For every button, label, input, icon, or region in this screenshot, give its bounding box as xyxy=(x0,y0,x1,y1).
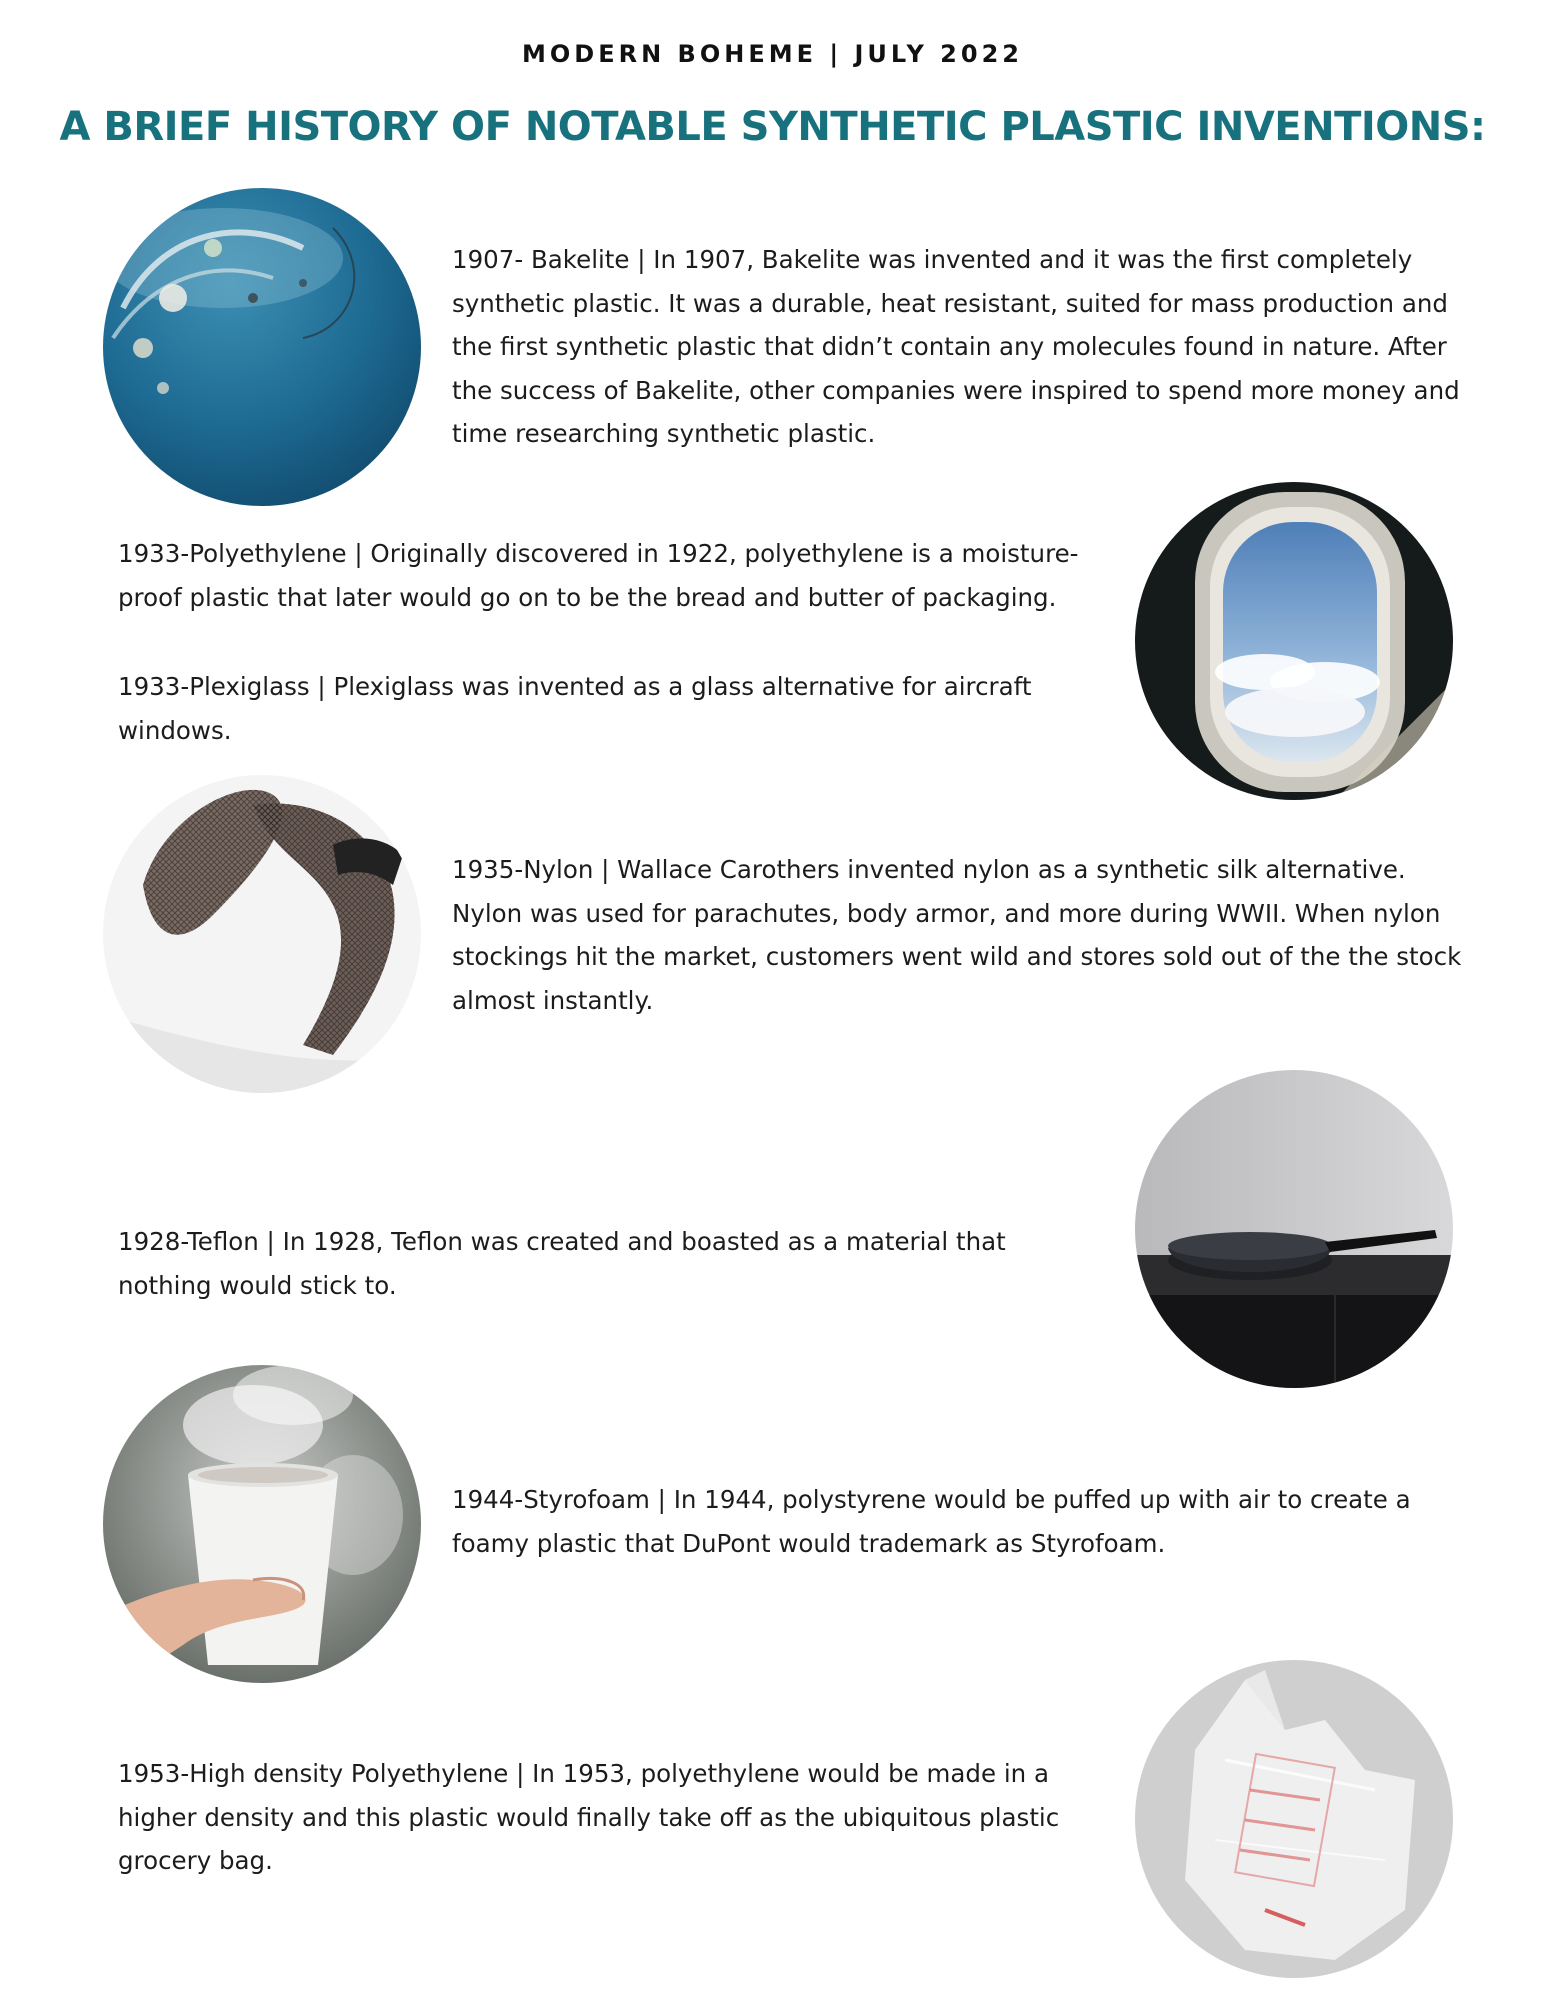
entry-plexiglass: 1933-Plexiglass | Plexiglass was invented as a glass alternative for aircraft windows. xyxy=(118,672,1032,745)
entry-polyethylene: 1933-Polyethylene | Originally discovered in 1922, polyethylene is a moisture-proof plastic that later would go on to be the bread and butter of packaging. xyxy=(118,539,1079,612)
masthead: MODERN BOHEME | JULY 2022 xyxy=(522,40,1023,68)
frying-pan-photo xyxy=(1135,1070,1453,1388)
entry-bakelite: 1907- Bakelite | In 1907, Bakelite was invented and it was the first completely synthetic plastic. It was a durable, heat resistant, suited for mass production and the first synthetic plastic that didn’t contain any molecules found in nature. After the success of Bakelite, other companies were inspired to spend more money and time researching synthetic plastic. xyxy=(452,245,1460,448)
page-title: A BRIEF HISTORY OF NOTABLE SYNTHETIC PLASTIC INVENTIONS: xyxy=(59,104,1486,150)
entry-styrofoam: 1944-Styrofoam | In 1944, polystyrene would be puffed up with air to create a foamy plastic that DuPont would trademark as Styrofoam. xyxy=(452,1485,1411,1558)
entry-hdpe: 1953-High density Polyethylene | In 1953, polyethylene would be made in a higher density and this plastic would finally take off as the ubiquitous plastic grocery bag. xyxy=(118,1759,1060,1875)
plastic-bag-photo xyxy=(1135,1660,1453,1978)
styrofoam-cup-photo xyxy=(103,1365,421,1683)
stockings-photo xyxy=(103,775,421,1093)
entry-teflon: 1928-Teflon | In 1928, Teflon was created and boasted as a material that nothing would stick to. xyxy=(118,1227,1006,1300)
airplane-window-photo xyxy=(1135,482,1453,800)
ocean-plastic-photo xyxy=(103,188,421,506)
entry-nylon: 1935-Nylon | Wallace Carothers invented nylon as a synthetic silk alternative. Nylon was used for parachutes, body armor, and more during WWII. When nylon stockings hit the market, customers went wild and stores sold out of the the stock almost instantly. xyxy=(452,855,1462,1015)
